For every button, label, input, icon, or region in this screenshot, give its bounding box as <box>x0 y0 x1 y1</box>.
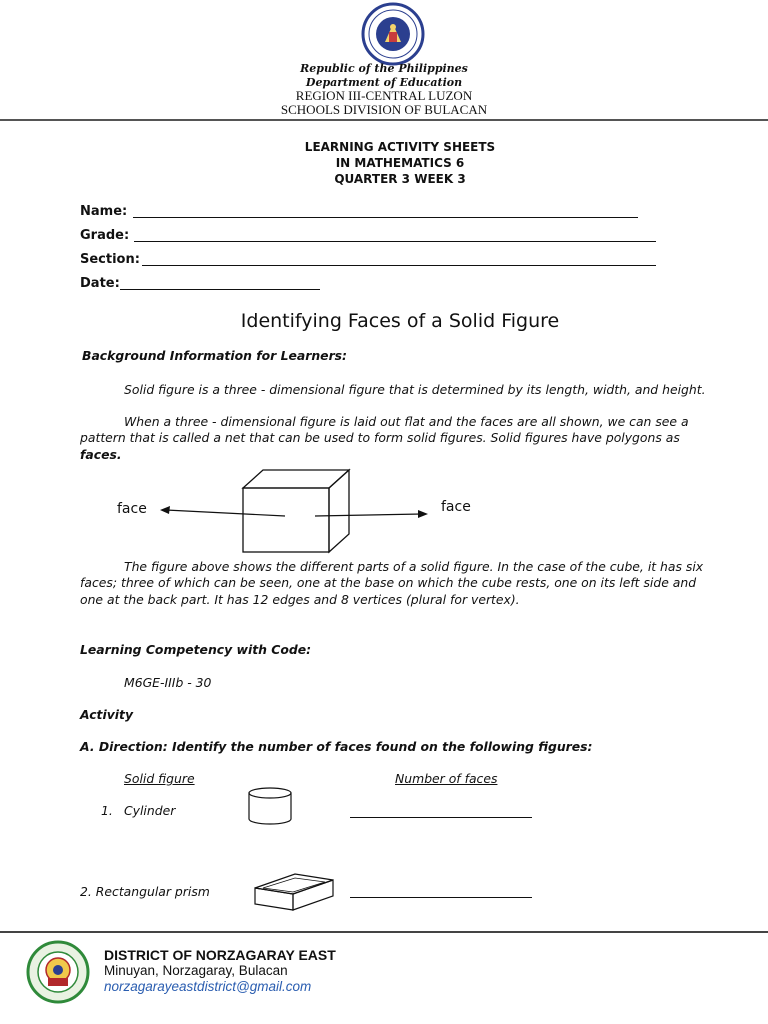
section-label: Section: <box>80 252 140 267</box>
right-arrow-line <box>315 514 422 516</box>
item-1-answer-blank[interactable] <box>350 817 532 818</box>
face-label-left: face <box>117 501 147 517</box>
item-1-number: 1. <box>101 803 113 818</box>
district-name: DISTRICT OF NORZAGARAY EAST <box>104 947 336 963</box>
section-blank[interactable] <box>142 265 656 266</box>
item-2-label: 2. Rectangular prism <box>80 884 210 899</box>
header-divider <box>0 119 768 121</box>
item-2-answer-blank[interactable] <box>350 897 532 898</box>
cylinder-figure <box>246 786 294 826</box>
sheet-title-line3: QUARTER 3 WEEK 3 <box>334 172 466 186</box>
district-seal-logo <box>20 940 96 1004</box>
rectangular-prism-figure <box>253 872 337 914</box>
competency-code: M6GE-IIIb - 30 <box>124 675 212 690</box>
name-blank[interactable] <box>133 217 638 218</box>
grade-label: Grade: <box>80 228 130 243</box>
background-paragraph-2-text: When a three - dimensional figure is laid out flat and the faces are all shown, we can see a pattern that is called a net that can be used to form solid figures. Solid figures have polygons as <box>80 414 689 446</box>
background-heading: Background Information for Learners: <box>82 348 348 363</box>
region-text: REGION III-CENTRAL LUZON <box>295 88 473 103</box>
date-label: Date: <box>80 276 120 291</box>
department-text: Department of Education <box>305 76 463 89</box>
date-blank[interactable] <box>120 289 320 290</box>
background-paragraph-2 <box>80 414 720 463</box>
left-arrow-head <box>160 506 170 514</box>
footer-divider <box>0 931 768 933</box>
background-paragraph-3: The figure above shows the different parts of a solid figure. In the case of the cube, it has six faces; three of which can be seen, one at the base on which the cube rests, one on its left side and one at the back part. It has 12 edges and 8 vertices (plural for vertex). <box>80 559 704 607</box>
cube-side-face <box>329 470 349 552</box>
faces-bold: faces. <box>80 446 122 462</box>
sheet-title-line1: LEARNING ACTIVITY SHEETS <box>304 140 496 154</box>
deped-seal-logo <box>353 2 433 66</box>
cube-top-face <box>243 470 349 488</box>
cube-front-face <box>243 488 329 552</box>
item-1-label: Cylinder <box>124 803 176 818</box>
left-arrow-line <box>166 510 285 516</box>
face-label-right: face <box>441 499 471 515</box>
activity-direction: A. Direction: Identify the number of faces found on the following figures: <box>80 739 593 754</box>
sheet-title-line2: IN MATHEMATICS 6 <box>335 156 465 170</box>
district-email-link[interactable]: norzagarayeastdistrict@gmail.com <box>104 979 312 994</box>
lesson-title: Identifying Faces of a Solid Figure <box>240 310 560 332</box>
grade-blank[interactable] <box>134 241 656 242</box>
cube-face-diagram <box>110 466 490 556</box>
column-solid-figure: Solid figure <box>124 771 195 786</box>
name-label: Name: <box>80 204 128 219</box>
right-arrow-head <box>418 510 428 518</box>
column-number-of-faces: Number of faces <box>395 771 498 786</box>
competency-heading: Learning Competency with Code: <box>80 642 312 657</box>
division-text: SCHOOLS DIVISION OF BULACAN <box>280 102 488 117</box>
republic-text: Republic of the Philippines <box>300 62 468 75</box>
district-address: Minuyan, Norzagaray, Bulacan <box>104 963 288 978</box>
background-paragraph-1: Solid figure is a three - dimensional figure that is determined by its length, width, and height. <box>124 382 706 397</box>
activity-heading: Activity <box>80 707 134 722</box>
